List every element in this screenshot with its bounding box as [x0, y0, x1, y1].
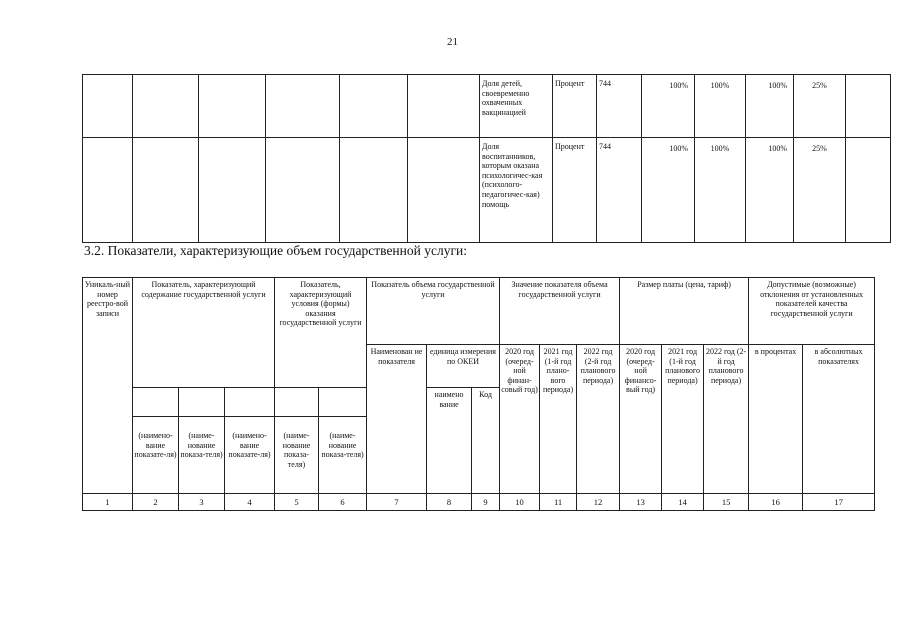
content-subheader-2: (наиме-нование показа-теля)	[179, 417, 225, 494]
quality-indicators-table-continued	[82, 74, 891, 243]
deviation-value: 25%	[794, 138, 846, 243]
value-2022: 100%	[746, 75, 794, 138]
deviation-header: Допустимые (возможные) отклонения от установленных показателей качества государственной услуги	[749, 278, 875, 345]
value-2021: 100%	[695, 75, 746, 138]
value-2021: 100%	[695, 138, 746, 243]
section-title: 3.2. Показатели, характеризующие объем государственной услуги:	[84, 243, 467, 258]
column-number: 6	[319, 494, 367, 511]
column-number: 16	[749, 494, 803, 511]
price-2021-header: 2021 год (1-й год планового периода)	[662, 345, 704, 494]
content-subheader-3: (наимено-вание показате-ля)	[225, 417, 275, 494]
table-row	[83, 75, 891, 138]
year-2020-header: 2020 год (очеред-ной финан-совый год)	[500, 345, 540, 494]
indicator-name-header: Наименован ие показателя	[367, 345, 427, 494]
value-2020: 100%	[642, 75, 695, 138]
conditions-indicator-header: Показатель, характеризующий условия (формы) оказания государственной услуги	[275, 278, 367, 388]
volume-indicators-table	[82, 277, 875, 511]
column-number: 5	[275, 494, 319, 511]
unique-number-header: Уникаль-ный номер реестро-вой записи	[83, 278, 133, 494]
price-2020-header: 2020 год (очеред-ной финансо-вый год)	[620, 345, 662, 494]
column-number: 9	[472, 494, 500, 511]
content-indicator-header: Показатель, характеризующий содержание государственной услуги	[133, 278, 275, 388]
unit-header: единица измерения по ОКЕИ	[427, 345, 500, 388]
unit-name: Процент	[553, 138, 597, 243]
value-2022: 100%	[746, 138, 794, 243]
column-number: 4	[225, 494, 275, 511]
conditions-subheader-1: (наиме-нование показа-теля)	[275, 417, 319, 494]
column-number: 11	[540, 494, 577, 511]
volume-indicator-header: Показатель объема государственной услуги	[367, 278, 500, 345]
conditions-subheader-2: (наиме-нование показа-теля)	[319, 417, 367, 494]
year-2021-header: 2021 год (1-й год плано-вого периода)	[540, 345, 577, 494]
unit-name-header: наимено вание	[427, 388, 472, 494]
price-header: Размер платы (цена, тариф)	[620, 278, 749, 345]
page-number: 21	[447, 36, 458, 48]
column-number: 8	[427, 494, 472, 511]
price-2022-header: 2022 год (2-й год планового периода)	[704, 345, 749, 494]
indicator-name: Доля детей, своевременно охваченных вакцинацией	[480, 75, 553, 138]
value-2020: 100%	[642, 138, 695, 243]
header-row	[83, 278, 875, 345]
okei-code: 744	[597, 75, 642, 138]
column-number: 13	[620, 494, 662, 511]
okei-code: 744	[597, 138, 642, 243]
unit-name: Процент	[553, 75, 597, 138]
column-number: 10	[500, 494, 540, 511]
column-number: 2	[133, 494, 179, 511]
absolute-header: в абсолютных показателях	[803, 345, 875, 494]
column-number: 7	[367, 494, 427, 511]
table-row	[83, 138, 891, 243]
column-number: 3	[179, 494, 225, 511]
year-2022-header: 2022 год (2-й год планового периода)	[577, 345, 620, 494]
column-number: 12	[577, 494, 620, 511]
percent-header: в процентах	[749, 345, 803, 494]
column-number: 1	[83, 494, 133, 511]
column-number: 15	[704, 494, 749, 511]
content-subheader-1: (наимено-вание показате-ля)	[133, 417, 179, 494]
column-numbers-row	[83, 494, 875, 511]
value-header: Значение показателя объема государственной услуги	[500, 278, 620, 345]
deviation-value: 25%	[794, 75, 846, 138]
unit-code-header: Код	[472, 388, 500, 494]
indicator-name: Доля воспитанников, которым оказана психологичес-кая (психолого-педагогичес-кая) помощь	[480, 138, 553, 243]
column-number: 14	[662, 494, 704, 511]
column-number: 17	[803, 494, 875, 511]
